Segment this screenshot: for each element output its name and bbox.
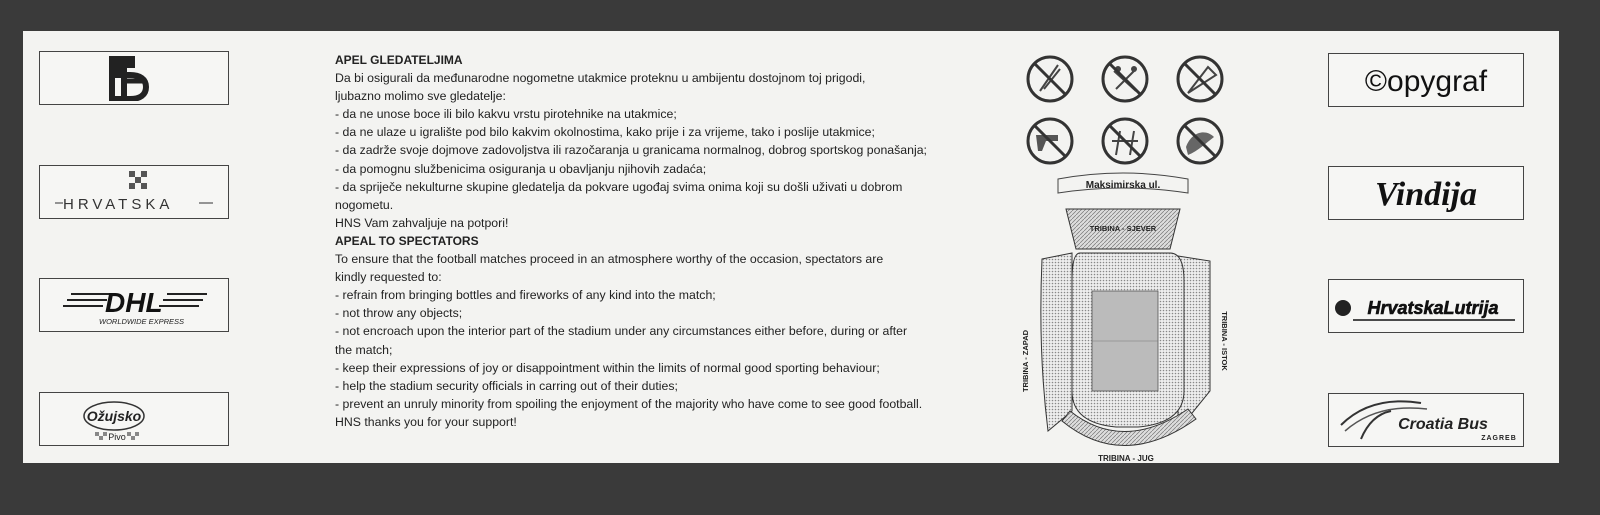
east-stand-label: TRIBINA - ISTOK bbox=[1220, 311, 1229, 371]
no-weapons-icon bbox=[1028, 119, 1072, 163]
appeal-line: - not throw any objects; bbox=[335, 306, 463, 321]
appeal-text bbox=[335, 51, 1015, 431]
stadium-map bbox=[988, 51, 1238, 461]
no-throwing-icon bbox=[1103, 119, 1147, 163]
vindija-text: Vindija bbox=[1374, 176, 1478, 213]
appeal-line: ljubazno molimo sve gledatelje: bbox=[335, 89, 506, 104]
appeal-line: HNS Vam zahvaljuje na potpori! bbox=[335, 215, 509, 230]
hrvatska-lutrija-logo bbox=[1328, 279, 1524, 333]
appeal-line: - refrain from bringing bottles and fireworks of any kind into the match; bbox=[335, 288, 716, 303]
appeal-line: - not encroach upon the interior part of the stadium under any circumstances either before, during or after bbox=[335, 324, 908, 339]
copygraf-text: ©opygraf bbox=[1364, 65, 1488, 98]
no-flares-icon bbox=[1178, 119, 1222, 163]
appeal-line: Da bi osigurali da međunarodne nogometne utakmice proteknu u ambijentu dostojnom toj prigodi, bbox=[335, 71, 866, 86]
dhl-logo bbox=[39, 278, 229, 332]
appeal-title-hr: APEL GLEDATELJIMA bbox=[335, 53, 463, 67]
hrvatska-logo bbox=[39, 165, 229, 219]
bank-logo bbox=[39, 51, 229, 105]
no-flags-icon bbox=[1178, 57, 1222, 101]
appeal-line: - da ne ulaze u igralište pod bilo kakvim okolnostima, kako prije i za vrijeme, tako i poslije utakmice; bbox=[335, 125, 875, 140]
north-stand-label: TRIBINA - SJEVER bbox=[1089, 224, 1157, 233]
no-fireworks-icon bbox=[1028, 57, 1072, 101]
hrvatska-text: HRVATSKA bbox=[63, 196, 174, 213]
hrvatska-lutrija-text: HrvatskaLutrija bbox=[1367, 298, 1499, 318]
south-stand-label: TRIBINA - JUG bbox=[1098, 454, 1154, 461]
ticket-back bbox=[23, 31, 1559, 463]
appeal-line: kindly requested to: bbox=[335, 270, 442, 285]
appeal-title-en: APEAL TO SPECTATORS bbox=[335, 233, 479, 248]
vindija-logo bbox=[1328, 166, 1524, 220]
appeal-line: the match; bbox=[335, 342, 393, 357]
appeal-line: - da ne unose boce ili bilo kakvu vrstu pirotehnike na utakmice; bbox=[335, 107, 677, 122]
west-stand-label: TRIBINA - ZAPAD bbox=[1021, 329, 1030, 393]
appeal-line: - help the stadium security officials in carring out of their duties; bbox=[335, 378, 678, 393]
street-label: Maksimirska ul. bbox=[1085, 180, 1161, 191]
no-bottles-icon bbox=[1103, 57, 1147, 101]
ozujsko-text: Ožujsko bbox=[86, 408, 142, 424]
appeal-line: nogometu. bbox=[335, 197, 394, 212]
ozujsko-logo bbox=[39, 392, 229, 446]
croatia-bus-logo bbox=[1328, 393, 1524, 447]
appeal-line: HNS thanks you for your support! bbox=[335, 414, 517, 429]
croatia-bus-sub: ZAGREB bbox=[1481, 435, 1517, 442]
appeal-line: - prevent an unruly minority from spoiling the enjoyment of the majority who have come to see good football. bbox=[335, 396, 923, 411]
appeal-line: - da pomognu službenicima osiguranja u obavljanju njihovih zadaća; bbox=[335, 161, 707, 176]
appeal-line: - da zadrže svoje dojmove zadovoljstva ili razočaranja u granicama normalnog, dobrog sportskog ponašanja; bbox=[335, 143, 927, 158]
appeal-line: - da spriječe nekulturne skupine gledatelja da pokvare ugođaj svima onima koji su došli uživati u dobrom bbox=[335, 179, 903, 194]
ozujsko-sub: Pivo bbox=[108, 432, 126, 442]
appeal-line: To ensure that the football matches proceed in an atmosphere worthy of the occasion, spectators are bbox=[335, 252, 884, 267]
copygraf-logo bbox=[1328, 53, 1524, 107]
dhl-text: DHL bbox=[105, 287, 163, 318]
dhl-sub: WORLDWIDE EXPRESS bbox=[99, 317, 185, 326]
appeal-line: - keep their expressions of joy or disappointment within the limits of normal good sporting behaviour; bbox=[335, 360, 880, 375]
croatia-bus-text: Croatia Bus bbox=[1398, 416, 1488, 433]
